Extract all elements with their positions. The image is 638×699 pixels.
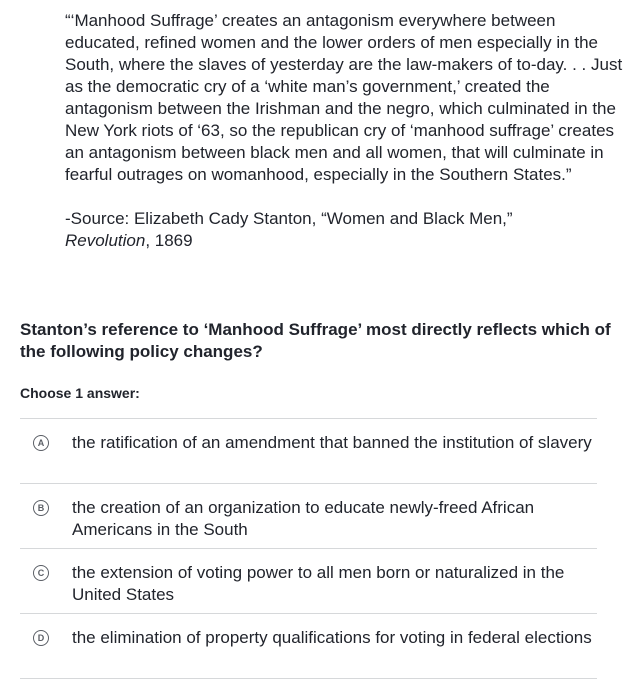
source-year: , 1869	[145, 231, 193, 250]
choice-b-text: the creation of an organization to educate newly-freed African Americans in the South	[72, 498, 535, 539]
source-publication: Revolution	[65, 231, 146, 250]
source-prefix: -Source: Elizabeth Cady Stanton, “Women and Black Men,”	[65, 209, 513, 228]
choice-c[interactable]	[20, 549, 597, 614]
choice-a-letter-icon: A	[33, 435, 49, 451]
choice-d-letter-icon: D	[33, 630, 49, 646]
choice-d-text: the elimination of property qualifications for voting in federal elections	[72, 628, 592, 647]
choice-a[interactable]	[20, 419, 597, 484]
choice-c-text: the extension of voting power to all men born or naturalized in the United States	[72, 563, 565, 604]
choice-a-text: the ratification of an amendment that banned the institution of slavery	[72, 433, 592, 452]
answer-choices	[20, 418, 597, 679]
question-text: Stanton’s reference to ‘Manhood Suffrage’ most directly reflects which of the following policy changes?	[20, 320, 611, 361]
passage	[65, 10, 625, 252]
choice-b[interactable]	[20, 484, 597, 549]
choose-label: Choose 1 answer:	[20, 385, 140, 401]
passage-source	[65, 208, 625, 252]
passage-quote: “‘Manhood Suffrage’ creates an antagonism everywhere between educated, refined women and the lower orders of men especially in the South, where the slaves of yesterday are the law-makers of to-day. . . Just as the democratic cry of a ‘white man’s government,’ created the antagonism between the Irishman and the negro, which culminated in the New York riots of ‘63, so the republican cry of ‘manhood suffrage’ creates an antagonism between black men and all women, that will culminate in fearful outrages on womanhood, especially in the Southern States.”	[65, 11, 623, 184]
choice-d[interactable]	[20, 614, 597, 679]
choice-b-letter-icon: B	[33, 500, 49, 516]
choice-c-letter-icon: C	[33, 565, 49, 581]
